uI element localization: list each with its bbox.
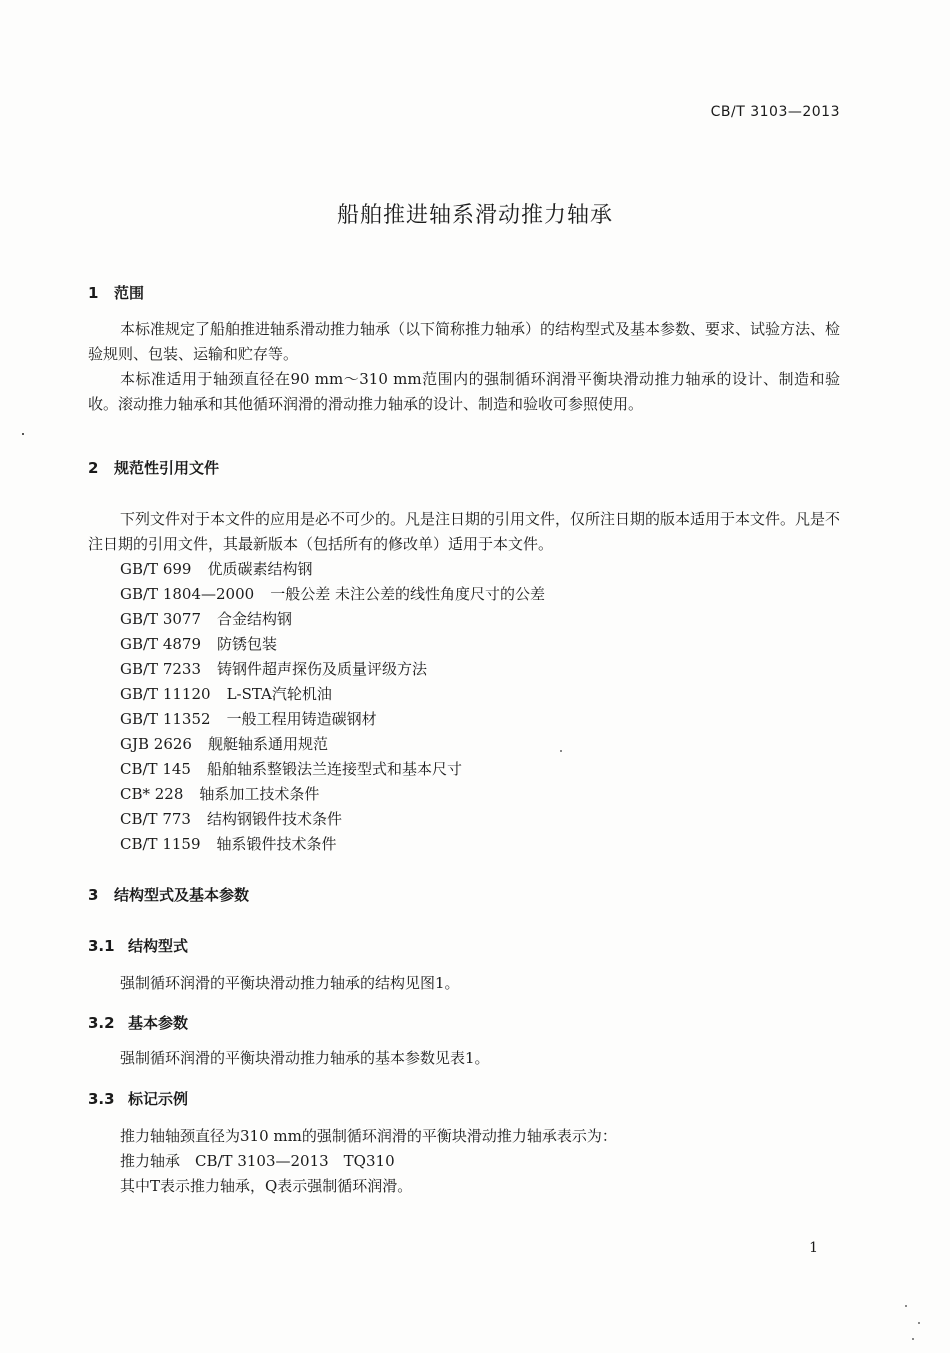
section-number: 1	[88, 284, 99, 302]
reference-title: L-STA汽轮机油	[226, 685, 332, 703]
section-number: 3	[88, 886, 99, 904]
scan-speck	[22, 433, 24, 435]
reference-title: 铸钢件超声探伤及质量评级方法	[217, 660, 428, 678]
reference-title: 轴系加工技术条件	[199, 785, 320, 803]
section-title: 范围	[114, 284, 145, 302]
list-item	[120, 732, 545, 757]
scan-speck	[560, 750, 562, 752]
list-item	[120, 782, 545, 807]
list-item	[120, 757, 545, 782]
section-2-heading	[88, 457, 219, 478]
scan-speck	[918, 1322, 920, 1324]
section-1-paragraph-2: 本标准适用于轴颈直径在90 mm～310 mm范围内的强制循环润滑平衡块滑动推力轴承的设计、制造和验收。滚动推力轴承和其他循环润滑的滑动推力轴承的设计、制造和验收可参照使用。	[88, 370, 840, 413]
section-number: 3.2	[88, 1014, 115, 1032]
section-2-paragraph-1: 下列文件对于本文件的应用是必不可少的。凡是注日期的引用文件，仅所注日期的版本适用于本文件。凡是不注日期的引用文件，其最新版本（包括所有的修改单）适用于本文件。	[88, 510, 841, 553]
marking-explanation: 其中T表示推力轴承，Q表示强制循环润滑。	[120, 1177, 413, 1195]
section-1-paragraph-1: 本标准规定了船舶推进轴系滑动推力轴承（以下简称推力轴承）的结构型式及基本参数、要求、试验方法、检验规则、包装、运输和贮存等。	[88, 320, 841, 363]
reference-title: 轴系锻件技术条件	[216, 835, 337, 853]
reference-code: CB/T 773	[120, 810, 191, 828]
list-item	[120, 707, 545, 732]
reference-title: 舰艇轴系通用规范	[207, 735, 328, 753]
section-3-1-text: 强制循环润滑的平衡块滑动推力轴承的结构见图1。	[120, 974, 460, 992]
reference-title: 优质碳素结构钢	[207, 560, 313, 578]
reference-code: GB/T 7233	[120, 660, 202, 678]
reference-code: GB/T 4879	[120, 635, 202, 653]
reference-code: GB/T 11352	[120, 710, 211, 728]
list-item	[120, 557, 545, 582]
list-item	[120, 582, 545, 607]
scan-speck	[912, 1338, 914, 1340]
reference-title: 一般公差 未注公差的线性角度尺寸的公差	[270, 585, 545, 603]
reference-code: GB/T 1804—2000	[120, 585, 255, 603]
reference-title: 一般工程用铸造碳钢材	[226, 710, 377, 728]
reference-title: 结构钢锻件技术条件	[206, 810, 342, 828]
list-item	[120, 682, 545, 707]
reference-code: CB/T 1159	[120, 835, 201, 853]
list-item	[120, 832, 545, 857]
section-3-2-heading	[88, 1012, 188, 1033]
section-number: 3.1	[88, 937, 115, 955]
reference-code: GB/T 699	[120, 560, 192, 578]
document-title: 船舶推进轴系滑动推力轴承	[336, 203, 613, 228]
list-item	[120, 807, 545, 832]
scan-speck	[905, 1305, 907, 1307]
section-number: 3.3	[88, 1090, 115, 1108]
section-1-heading	[88, 282, 144, 303]
section-title: 结构型式及基本参数	[114, 886, 250, 904]
reference-title: 合金结构钢	[217, 610, 293, 628]
section-3-2-text: 强制循环润滑的平衡块滑动推力轴承的基本参数见表1。	[120, 1049, 490, 1067]
section-title: 基本参数	[128, 1014, 189, 1032]
reference-code: CB* 228	[120, 785, 184, 803]
section-number: 2	[88, 459, 99, 477]
section-3-heading	[88, 884, 249, 905]
standard-code: CB/T 3103—2013	[710, 104, 840, 120]
section-3-3-heading	[88, 1088, 188, 1109]
list-item	[120, 607, 545, 632]
reference-title: 防锈包装	[217, 635, 278, 653]
reference-title: 船舶轴系整锻法兰连接型式和基本尺寸	[206, 760, 462, 778]
reference-code: CB/T 145	[120, 760, 191, 778]
section-3-1-heading	[88, 935, 188, 956]
reference-code: GB/T 3077	[120, 610, 202, 628]
section-title: 规范性引用文件	[114, 459, 220, 477]
page-number: 1	[809, 1240, 818, 1256]
list-item	[120, 657, 545, 682]
marking-example: 推力轴承 CB/T 3103—2013 TQ310	[120, 1152, 395, 1170]
reference-code: GB/T 11120	[120, 685, 211, 703]
section-title: 标记示例	[128, 1090, 189, 1108]
section-title: 结构型式	[128, 937, 189, 955]
marking-example-intro: 推力轴轴颈直径为310 mm的强制循环润滑的平衡块滑动推力轴承表示为：	[120, 1127, 617, 1145]
list-item	[120, 632, 545, 657]
reference-code: GJB 2626	[120, 735, 192, 753]
normative-references-list	[120, 557, 545, 857]
